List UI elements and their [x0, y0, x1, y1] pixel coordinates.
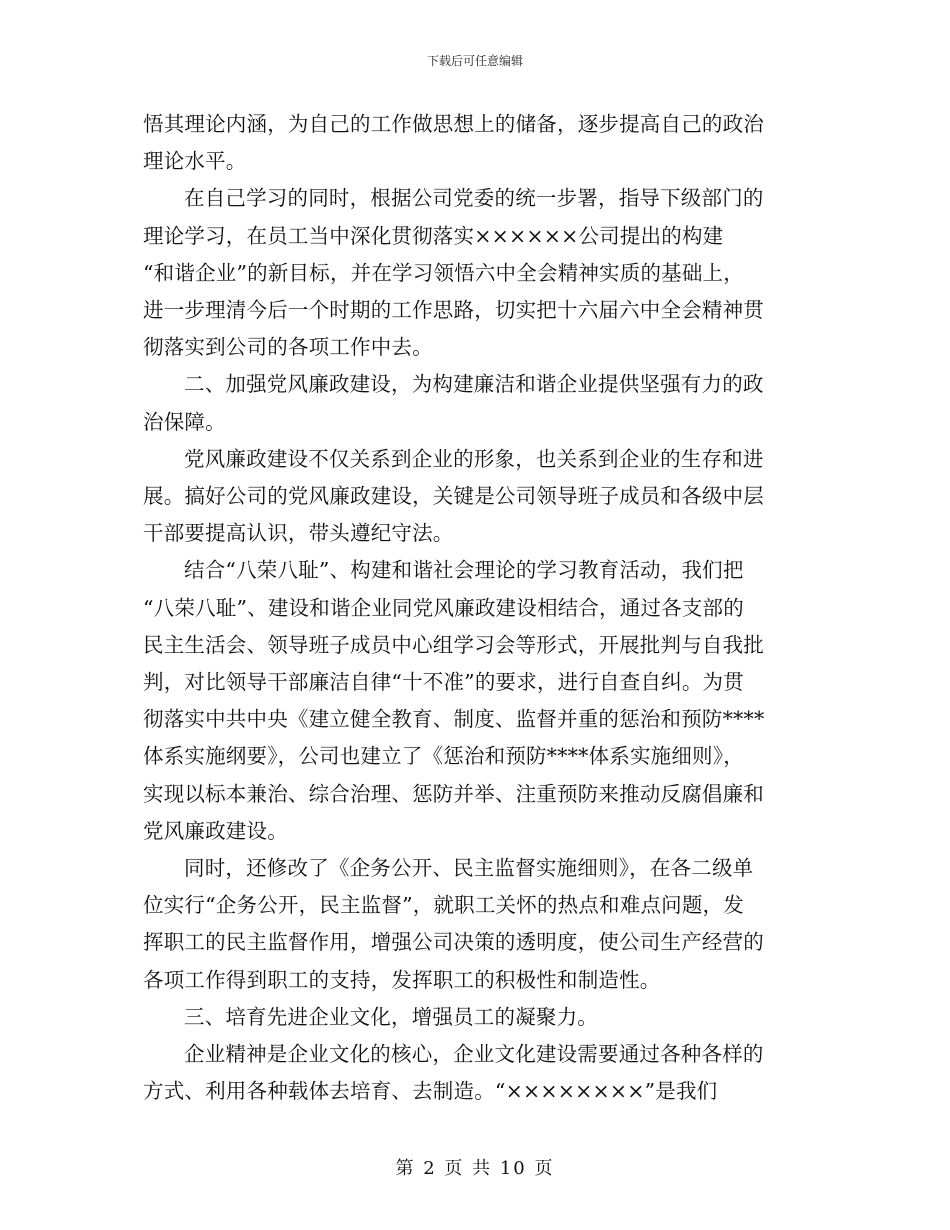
paragraph-1: [143, 106, 807, 180]
text-line: “八荣八耻”、建设和谐企业同党风廉政建设相结合，通过各支部的: [143, 595, 744, 620]
text-line: 三、培育先进企业文化，增强员工的凝聚力。: [184, 1004, 598, 1029]
text-line: “和谐企业”的新目标，并在学习领悟六中全会精神实质的基础上，: [143, 260, 744, 285]
text-line: 治保障。: [143, 409, 226, 434]
text-line: 体系实施纲要》，公司也建立了《惩治和预防****体系实施细则》，: [143, 744, 744, 769]
text-line: 判，对比领导干部廉洁自律“十不准”的要求，进行自查自纠。为贯: [143, 670, 744, 695]
text-line: 干部要提高认识，带头遵纪守法。: [143, 521, 454, 546]
text-line: 实现以标本兼治、综合治理、惩防并举、注重预防来推动反腐倡廉和: [143, 781, 764, 806]
page-header-note: 下载后可任意编辑: [426, 54, 523, 68]
text-line: 位实行“企务公开，民主监督”，就职工关怀的热点和难点问题，发: [143, 893, 744, 918]
text-line: 民主生活会、领导班子成员中心组学习会等形式，开展批判与自我批: [143, 632, 764, 657]
paragraph-4: [143, 552, 807, 850]
paragraph-6: [143, 1036, 807, 1110]
document-body: [143, 106, 807, 1110]
text-line: 彻落实到公司的各项工作中去。: [143, 335, 433, 360]
text-line: 悟其理论内涵，为自己的工作做思想上的储备，逐步提高自己的政治: [143, 112, 764, 136]
text-line: 同时，还修改了《企务公开、民主监督实施细则》，在各二级单: [184, 856, 754, 881]
text-line: 方式、利用各种载体去培育、去制造。“××××××××”是我们: [143, 1079, 718, 1104]
text-line: 结合“八荣八耻”、构建和谐社会理论的学习教育活动，我们把: [184, 558, 744, 583]
section-heading-2: [143, 366, 807, 440]
page-number: 第 2 页 共 10 页: [395, 1158, 555, 1179]
paragraph-3: [143, 441, 807, 553]
text-line: 二、加强党风廉政建设，为构建廉洁和谐企业提供坚强有力的政: [184, 372, 764, 397]
text-line: 各项工作得到职工的支持，发挥职工的积极性和制造性。: [143, 967, 661, 992]
paragraph-2: [143, 180, 807, 366]
text-line: 在自己学习的同时，根据公司党委的统一步署，指导下级部门的: [184, 186, 764, 211]
text-line: 党风廉政建设。: [143, 818, 288, 843]
text-line: 理论学习，在员工当中深化贯彻落实××××××公司提出的构建: [143, 223, 724, 248]
text-line: 进一步理清今后一个时期的工作思路，切实把十六届六中全会精神贯: [143, 298, 764, 323]
text-line: 展。搞好公司的党风廉政建设，关键是公司领导班子成员和各级中层: [143, 484, 764, 509]
section-heading-3: [143, 999, 807, 1036]
text-line: 党风廉政建设不仅关系到企业的形象，也关系到企业的生存和进: [184, 446, 764, 471]
text-line: 理论水平。: [143, 149, 247, 174]
text-line: 挥职工的民主监督作用，增强公司决策的透明度，使公司生产经营的: [143, 930, 764, 955]
text-line: 企业精神是企业文化的核心，企业文化建设需要通过各种各样的: [184, 1042, 764, 1067]
text-line: 彻落实中共中央《建立健全教育、制度、监督并重的惩治和预防****: [143, 707, 765, 732]
paragraph-5: [143, 850, 807, 999]
